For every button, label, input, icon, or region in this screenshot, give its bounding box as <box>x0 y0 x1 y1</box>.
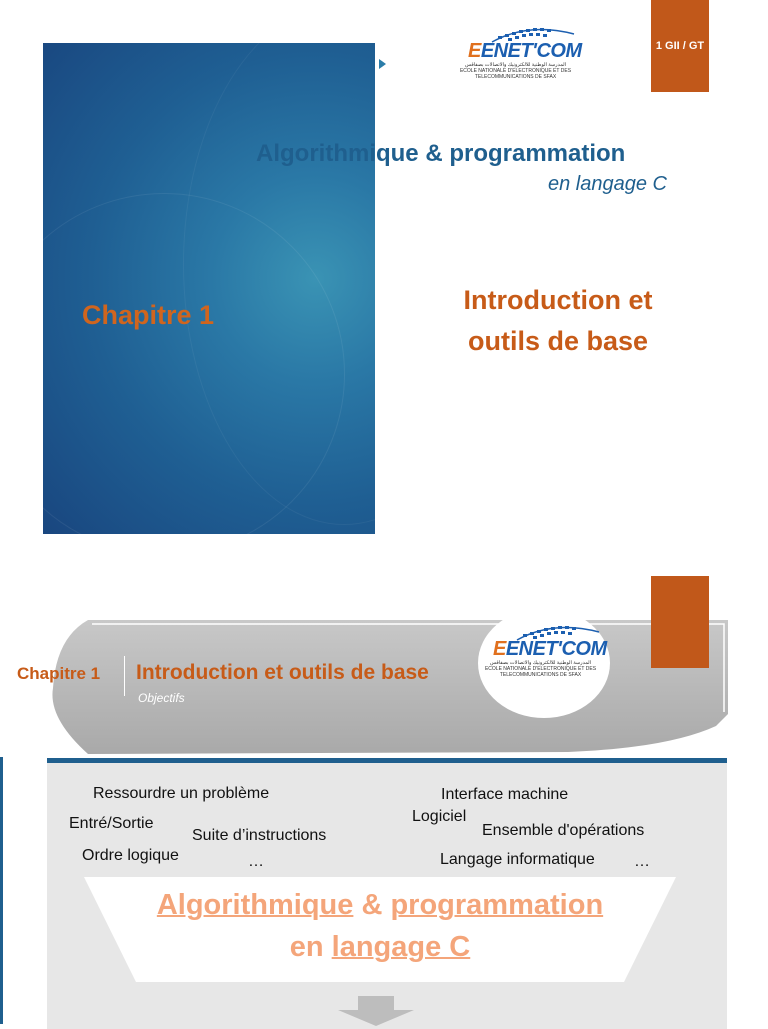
accent-line <box>0 757 3 1024</box>
chapter-title: Introduction et outils de base <box>136 661 429 684</box>
keyword: Ordre logique <box>82 847 179 864</box>
arrow-down-icon <box>338 996 414 1026</box>
logo-brand: EENET'COM <box>468 40 582 62</box>
course-title: Algorithmique & programmation <box>256 140 626 167</box>
accent-tab <box>651 576 709 668</box>
logo-brand: EENET'COM <box>493 638 607 660</box>
section-label: Objectifs <box>138 691 185 705</box>
chapter-label: Chapitre 1 <box>17 664 101 683</box>
chapter-topic: Introduction et outils de base <box>463 285 653 356</box>
keyword: Ressourdre un problème <box>93 785 270 802</box>
cover-blue-panel <box>43 43 375 534</box>
funnel-line-2: en langage C <box>289 931 471 963</box>
logo-caption: المدرسة الوطنية للالكترونيك والاتصالات بصفاقس ECOLE NATIONALE D'ELECTRONIQUE ET DES TELECOMMUNICATIONS DE SFAX <box>459 62 572 80</box>
header-band <box>48 618 728 758</box>
keyword: … <box>634 853 650 870</box>
keyword: … <box>248 853 264 870</box>
keyword: Langage informatique <box>440 851 595 868</box>
class-tab-label: 1 GII / GT <box>655 40 705 52</box>
keyword: Entré/Sortie <box>69 815 154 832</box>
divider <box>124 656 125 696</box>
course-subtitle: en langage C <box>548 173 667 195</box>
keyword: Suite d’instructions <box>192 827 327 844</box>
keyword: Ensemble d'opérations <box>482 822 645 839</box>
class-tab <box>651 0 709 92</box>
keyword: Logiciel <box>412 808 467 825</box>
enetcom-logo <box>483 622 623 678</box>
funnel-line-1: Algorithmique & programmation <box>156 889 604 921</box>
logo-caption: المدرسة الوطنية للالكترونيك والاتصالات بصفاقس ECOLE NATIONALE D'ELECTRONIQUE ET DES TELECOMMUNICATIONS DE SFAX <box>484 660 597 678</box>
enetcom-logo <box>458 24 598 80</box>
keyword: Interface machine <box>441 786 569 803</box>
arrow-right-icon <box>379 59 386 69</box>
chapter-label: Chapitre 1 <box>82 300 215 330</box>
